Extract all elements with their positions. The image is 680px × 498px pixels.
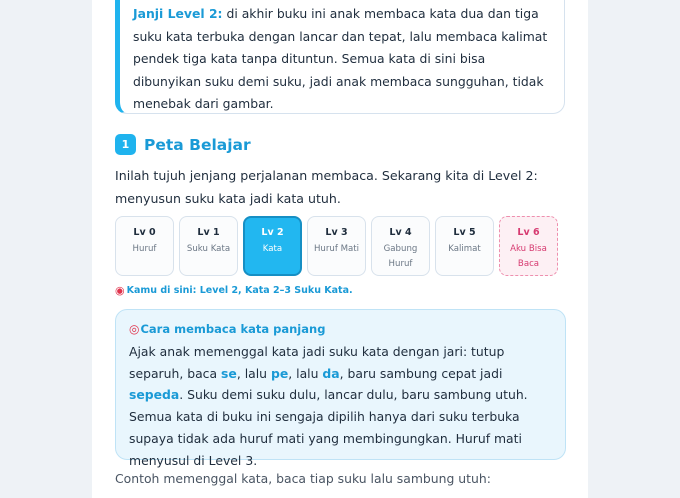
level-card-6-goal[interactable] [499, 216, 558, 276]
tip-text: , lalu [288, 365, 323, 381]
level-name: Suku Kata [186, 244, 231, 254]
level-name: Gabung Huruf [383, 244, 418, 269]
level-name: Aku Bisa Baca [510, 244, 547, 269]
target-icon: ◎ [129, 322, 140, 336]
tip-heading [129, 322, 553, 336]
tip-text: , lalu [236, 365, 271, 381]
level-code: Lv 0 [133, 227, 156, 238]
syllable-highlight: pe [270, 365, 289, 381]
current-position-note [115, 284, 353, 297]
tip-box [115, 309, 566, 468]
tip-body [129, 341, 553, 471]
current-position-text: Kamu di sini: Level 2, Kata 2–3 Suku Kata. [126, 285, 353, 296]
level-code: Lv 6 [517, 227, 540, 238]
level-map [115, 216, 558, 276]
section-heading [115, 134, 251, 155]
pin-icon: ◉ [115, 284, 125, 297]
tip-text: Ajak anak memenggal kata jadi suku kata dengan jari: tutup separuh, baca [129, 344, 505, 381]
level-card-5[interactable] [435, 216, 494, 276]
tip-text: . Suku demi suku dulu, lancar dulu, baru sambung utuh. Semua kata di buku ini sengaja dipilih hanya dari suku terbuka supaya tidak ada huruf mati yang membingungkan. Huruf mati menyusul di Level 3. [129, 387, 528, 468]
level-name: Huruf Mati [313, 244, 360, 254]
syllable-highlight: da [322, 365, 340, 381]
level-promise-box [115, 0, 565, 114]
level-card-0[interactable] [115, 216, 174, 276]
section-number-badge: 1 [115, 134, 136, 155]
level-card-2-current[interactable] [243, 216, 302, 276]
level-code: Lv 2 [261, 227, 284, 238]
intro-paragraph: Inilah tujuh jenjang perjalanan membaca. Sekarang kita di Level 2: menyusun suku kata jadi kata utuh. [115, 168, 538, 206]
level-code: Lv 1 [197, 227, 220, 238]
level-card-3[interactable] [307, 216, 366, 276]
tip-title: Cara membaca kata panjang [140, 322, 326, 336]
word-highlight: sepeda [129, 387, 180, 403]
level-code: Lv 5 [453, 227, 476, 238]
level-name: Kata [262, 244, 283, 254]
promise-label: Janji Level 2: [133, 6, 223, 21]
level-name: Huruf [132, 244, 157, 254]
syllable-highlight: se [221, 365, 237, 381]
level-code: Lv 3 [325, 227, 348, 238]
page [92, 0, 588, 498]
level-card-4[interactable] [371, 216, 430, 276]
section-title: Peta Belajar [144, 135, 251, 154]
tip-text: , baru sambung cepat jadi [339, 365, 503, 381]
level-name: Kalimat [448, 244, 481, 254]
promise-text: di akhir buku ini anak membaca kata dua dan tiga suku kata terbuka dengan lancar dan tepat, lalu membaca kalimat pendek tiga kata tanpa dituntun. Semua kata di sini bisa dibunyikan suku demi suku, jadi anak membaca sungguhan, tidak menebak dari gambar. [133, 6, 548, 111]
example-intro: Contoh memenggal kata, baca tiap suku lalu sambung utuh: [115, 471, 491, 486]
level-code: Lv 4 [389, 227, 412, 238]
level-card-1[interactable] [179, 216, 238, 276]
